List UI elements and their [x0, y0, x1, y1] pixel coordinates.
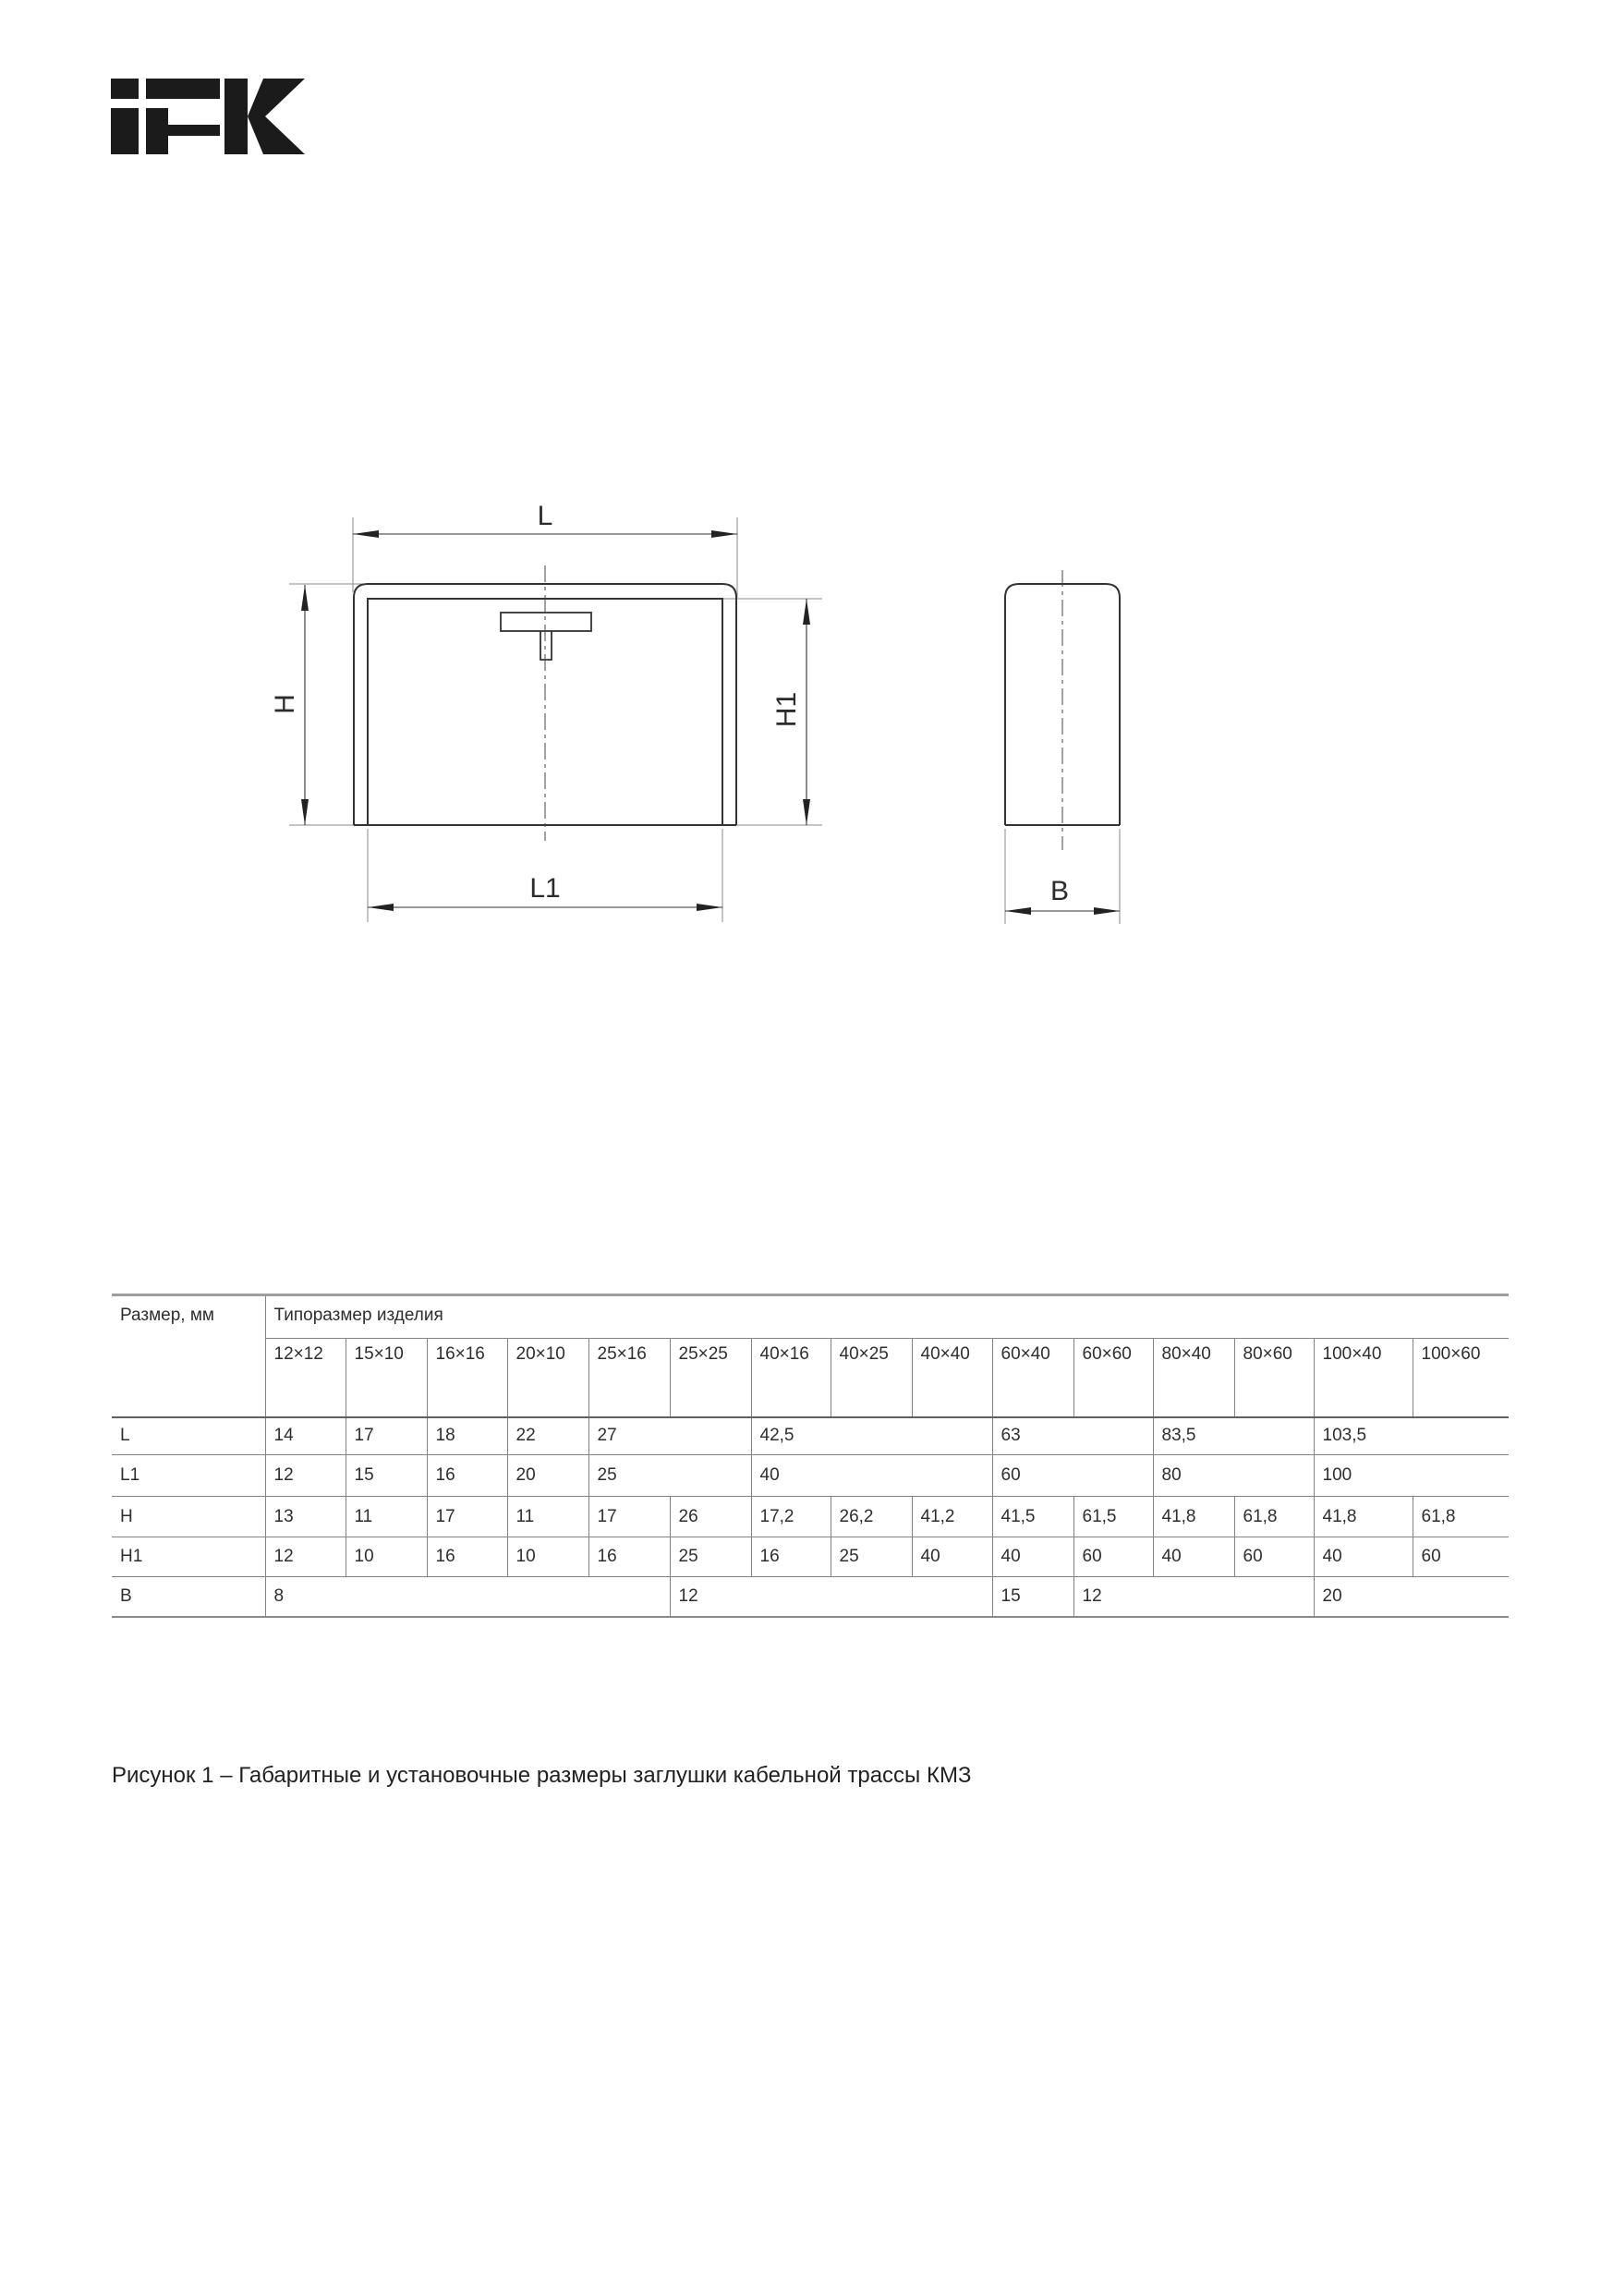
table-cell: 25	[670, 1537, 751, 1577]
column-header: 80×40	[1153, 1339, 1234, 1417]
table-cell: 61,8	[1234, 1497, 1314, 1537]
logo-letter-e-arm	[168, 125, 220, 136]
dim-label-l1: L1	[529, 873, 561, 904]
arrowhead	[1094, 907, 1120, 915]
logo-letter-i-stem	[111, 108, 139, 154]
column-header: 16×16	[427, 1339, 507, 1417]
dim-label-h1: H1	[771, 691, 802, 728]
logo-letter-i-dot	[111, 79, 139, 99]
table-cell: 16	[588, 1537, 670, 1577]
table-cell: 60	[1234, 1537, 1314, 1577]
table-cell: 20	[1314, 1577, 1509, 1617]
column-header: 12×12	[265, 1339, 346, 1417]
table-cell: 12	[265, 1537, 346, 1577]
dimensional-drawing	[0, 462, 1613, 979]
dim-label-b: B	[1049, 876, 1070, 906]
table-cell: 15	[346, 1455, 427, 1497]
table-cell: 26,2	[831, 1497, 912, 1537]
table-cell: 100	[1314, 1455, 1509, 1497]
table-cell: 11	[507, 1497, 588, 1537]
table-cell: 10	[507, 1537, 588, 1577]
table-cell: 40	[751, 1455, 992, 1497]
column-header: 60×60	[1073, 1339, 1153, 1417]
column-header: 20×10	[507, 1339, 588, 1417]
table-cell: 17	[588, 1497, 670, 1537]
table-cell: 80	[1153, 1455, 1314, 1497]
table-cell: 11	[346, 1497, 427, 1537]
table-cell: 14	[265, 1417, 346, 1455]
logo-letter-k-stem	[224, 79, 248, 154]
row-label: L1	[112, 1455, 265, 1497]
table-cell: 60	[1073, 1537, 1153, 1577]
table-cell: 26	[670, 1497, 751, 1537]
row-label: B	[112, 1577, 265, 1617]
table-cell: 41,5	[992, 1497, 1073, 1537]
table-cell: 12	[265, 1455, 346, 1497]
column-header: 25×25	[670, 1339, 751, 1417]
table-cell: 16	[427, 1455, 507, 1497]
column-header: 60×40	[992, 1339, 1073, 1417]
table-cell: 10	[346, 1537, 427, 1577]
table-cell: 17,2	[751, 1497, 831, 1537]
latch-stem	[540, 631, 552, 660]
column-header: 40×25	[831, 1339, 912, 1417]
dim-label-l: L	[537, 501, 553, 531]
table-cell: 103,5	[1314, 1417, 1509, 1455]
table-cell: 40	[1314, 1537, 1413, 1577]
column-header: 40×16	[751, 1339, 831, 1417]
column-header: 25×16	[588, 1339, 670, 1417]
table-corner-header: Размер, мм	[112, 1295, 265, 1417]
table-cell: 83,5	[1153, 1417, 1314, 1455]
table-cell: 17	[427, 1497, 507, 1537]
row-label: H	[112, 1497, 265, 1537]
table-cell: 40	[1153, 1537, 1234, 1577]
table-cell: 41,8	[1153, 1497, 1234, 1537]
column-header: 80×60	[1234, 1339, 1314, 1417]
iek-logo	[111, 79, 311, 154]
logo-letter-e-top	[146, 79, 220, 99]
table-cell: 13	[265, 1497, 346, 1537]
table-cell: 27	[588, 1417, 751, 1455]
table-cell: 25	[588, 1455, 751, 1497]
arrowhead	[711, 530, 737, 538]
table-cell: 12	[670, 1577, 992, 1617]
logo-letter-e-vertical	[146, 108, 168, 154]
table-cell: 40	[992, 1537, 1073, 1577]
table-cell: 17	[346, 1417, 427, 1455]
arrowhead	[697, 904, 722, 911]
arrowhead	[368, 904, 394, 911]
table-cell: 60	[1413, 1537, 1509, 1577]
table-cell: 40	[912, 1537, 992, 1577]
column-header: 15×10	[346, 1339, 427, 1417]
table-cell: 41,2	[912, 1497, 992, 1537]
table-cell: 25	[831, 1537, 912, 1577]
table-cell: 60	[992, 1455, 1153, 1497]
dimensions-table	[112, 1294, 1509, 1618]
table-cell: 42,5	[751, 1417, 992, 1455]
row-label: L	[112, 1417, 265, 1455]
arrowhead	[1005, 907, 1031, 915]
column-header: 100×60	[1413, 1339, 1509, 1417]
arrowhead	[803, 799, 810, 825]
table-cell: 61,5	[1073, 1497, 1153, 1537]
table-group-header: Типоразмер изделия	[265, 1295, 1509, 1339]
table-cell: 63	[992, 1417, 1153, 1455]
front-view	[270, 501, 822, 922]
arrowhead	[301, 585, 309, 611]
table-cell: 15	[992, 1577, 1073, 1617]
table-cell: 20	[507, 1455, 588, 1497]
dim-label-h: H	[270, 694, 300, 714]
table-cell: 8	[265, 1577, 670, 1617]
table-cell: 41,8	[1314, 1497, 1413, 1537]
logo-letter-k-chevron	[248, 79, 305, 154]
column-header: 100×40	[1314, 1339, 1413, 1417]
column-header: 40×40	[912, 1339, 992, 1417]
figure-caption: Рисунок 1 – Габаритные и установочные размеры заглушки кабельной трассы КМЗ	[112, 1763, 972, 1788]
side-view	[1005, 570, 1120, 924]
table-cell: 22	[507, 1417, 588, 1455]
arrowhead	[803, 599, 810, 625]
table-cell: 18	[427, 1417, 507, 1455]
table-cell: 16	[751, 1537, 831, 1577]
table-cell: 16	[427, 1537, 507, 1577]
table-cell: 61,8	[1413, 1497, 1509, 1537]
table-cell: 12	[1073, 1577, 1314, 1617]
arrowhead	[301, 799, 309, 825]
row-label: H1	[112, 1537, 265, 1577]
extension-lines	[289, 517, 822, 922]
arrowhead	[353, 530, 379, 538]
latch-bar	[501, 613, 591, 631]
